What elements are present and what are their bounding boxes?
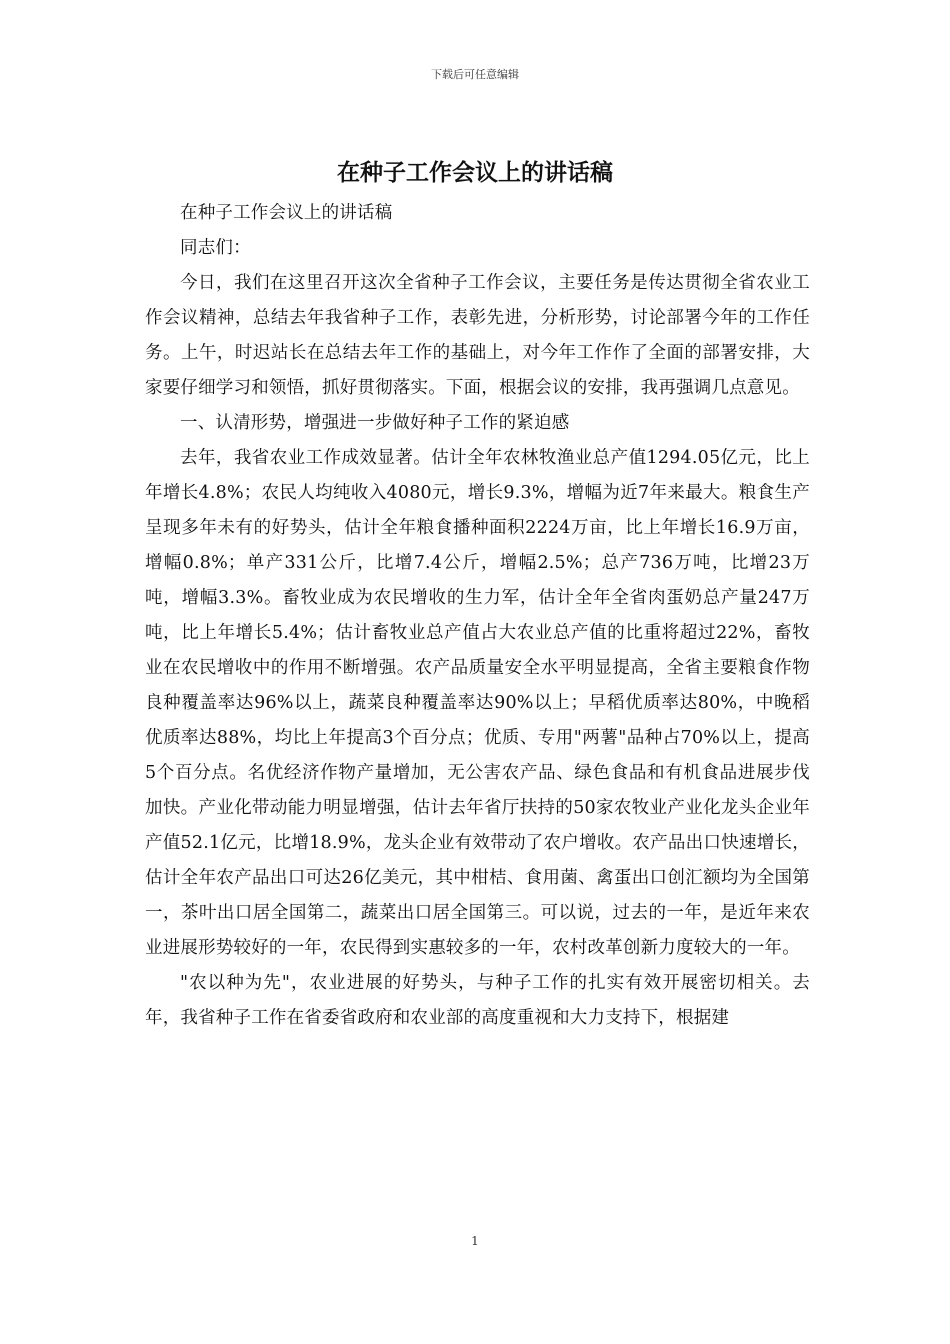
paragraph-achievements: 去年，我省农业工作成效显著。估计全年农林牧渔业总产值1294.05亿元，比上年增长4.8%；农民人均纯收入4080元，增长9.3%，增幅为近7年来最大。粮食生产呈现多年未有的好势头，估计全年粮食播种面积2224万亩，比上年增长16.9万亩，增幅0.8%；单产331公斤，比增7.4公斤，增幅2.5%；总产736万吨，比增23万吨，增幅3.3%。畜牧业成为农民增收的生力军，估计全年全省肉蛋奶总产量247万吨，比上年增长5.4%；估计畜牧业总产值占大农业总产值的比重将超过22%，畜牧业在农民增收中的作用不断增强。农产品质量安全水平明显提高，全省主要粮食作物良种覆盖率达96%以上，蔬菜良种覆盖率达90%以上；早稻优质率达80%，中晚稻优质率达88%，均比上年提高3个百分点；优质、专用"两薯"品种占70%以上，提高5个百分点。名优经济作物产量增加，无公害农产品、绿色食品和有机食品进展步伐加快。产业化带动能力明显增强，估计去年省厅扶持的50家农牧业产业化龙头企业年产值52.1亿元，比增18.9%，龙头企业有效带动了农户增收。农产品出口快速增长，估计全年农产品出口可达26亿美元，其中柑桔、食用菌、禽蛋出口创汇额均为全国第一，茶叶出口居全国第二，蔬菜出口居全国第三。可以说，过去的一年，是近年来农业进展形势较好的一年，农民得到实惠较多的一年，农村改革创新力度较大的一年。 (145, 448, 810, 958)
page-number: 1 (471, 1234, 479, 1248)
paragraph-intro: 今日，我们在这里召开这次全省种子工作会议，主要任务是传达贯彻全省农业工作会议精神，总结去年我省种子工作，表彰先进，分析形势，讨论部署今年的工作任务。上午，时迟站长在总结去年工作的基础上，对今年工作作了全面的部署安排，大家要仔细学习和领悟，抓好贯彻落实。下面，根据会议的安排，我再强调几点意见。 (145, 273, 810, 398)
page-header-note: 下载后可任意编辑 (431, 68, 519, 81)
section-heading-1: 一、认清形势，增强进一步做好种子工作的紧迫感 (180, 413, 570, 433)
document-body (145, 196, 810, 1036)
document-title: 在种子工作会议上的讲话稿 (337, 160, 613, 186)
paragraph-seed-work: "农以种为先"，农业进展的好势头，与种子工作的扎实有效开展密切相关。去年，我省种子工作在省委省政府和农业部的高度重视和大力支持下，根据建 (145, 973, 810, 1028)
paragraph-salutation: 同志们： (180, 238, 251, 258)
paragraph-subtitle: 在种子工作会议上的讲话稿 (180, 203, 393, 223)
